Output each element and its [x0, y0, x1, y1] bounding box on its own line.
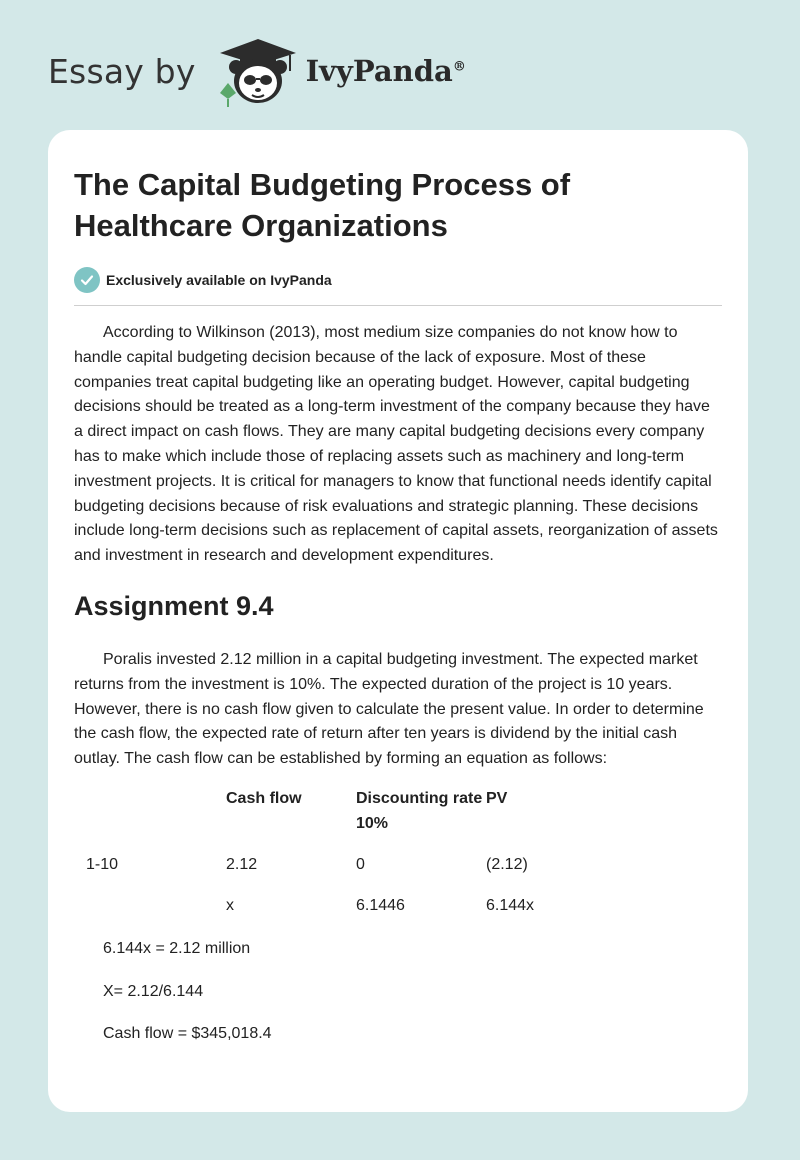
- page-title: The Capital Budgeting Process of Healthcare Organizations: [74, 167, 571, 243]
- assignment-paragraph: Poralis invested 2.12 million in a capital budgeting investment. The expected market returns from the investment is 10%. The expected duration of the project is 10 years. However, there is no cash flow given to calculate the present value. In order to determine the cash flow, the expected rate of return after ten years is dividend by the initial cash outlay. The cash flow can be established by forming an equation as follows:: [74, 650, 704, 768]
- table-header-cell: Discounting rate 10%: [356, 789, 483, 832]
- table-cell: (2.12): [486, 855, 528, 873]
- table-cell: 6.144x: [486, 897, 535, 915]
- equation-line: X= 2.12/6.144: [103, 982, 204, 1000]
- site-header: [48, 36, 466, 106]
- equation-line: Cash flow = $345,018.4: [103, 1024, 272, 1042]
- panda-logo-icon[interactable]: [210, 35, 302, 107]
- check-icon: [74, 267, 100, 293]
- table-header-cell: Cash flow: [226, 789, 302, 807]
- table-cell: [74, 894, 226, 936]
- intro-paragraph: According to Wilkinson (2013), most medium size companies do not know how to handle capital budgeting decision because of the lack of exposure. Most of these companies treat capital budgeting like an operating budget. However, capital budgeting decisions should be treated as a long-term investment of the company because they have a direct impact on cash flows. They are many capital budgeting decisions every company has to make which include those of replacing assets such as machinery and long-term investment projects. It is critical for managers to know that functional needs identify capital budgeting decisions because of risk evaluations and strategic planning. These decisions include long-term decisions such as replacement of capital assets, reorganization of assets and investment in research and development expenditures.: [74, 324, 718, 565]
- exclusive-badge: [74, 266, 722, 294]
- table-header-cell: PV: [486, 789, 508, 807]
- table-cell: 1-10: [86, 855, 119, 873]
- brand-name[interactable]: IvyPanda®: [305, 54, 466, 88]
- cash-flow-table: [74, 787, 534, 936]
- section-heading: Assignment 9.4: [74, 590, 274, 621]
- table-row: [74, 894, 534, 936]
- table-cell: 0: [356, 855, 365, 873]
- divider: [74, 305, 722, 306]
- table-cell: 6.1446: [356, 897, 405, 915]
- table-header-row: [74, 787, 534, 853]
- essay-card: [48, 130, 748, 1112]
- table-row: [74, 853, 534, 895]
- badge-label: Exclusively available on IvyPanda: [106, 272, 332, 288]
- table-cell: x: [226, 897, 234, 915]
- essay-by-label: Essay by: [48, 51, 196, 91]
- table-header-cell: [74, 787, 226, 853]
- equations: [74, 937, 722, 1047]
- table-cell: 2.12: [226, 855, 258, 873]
- equation-line: 6.144x = 2.12 million: [103, 940, 251, 958]
